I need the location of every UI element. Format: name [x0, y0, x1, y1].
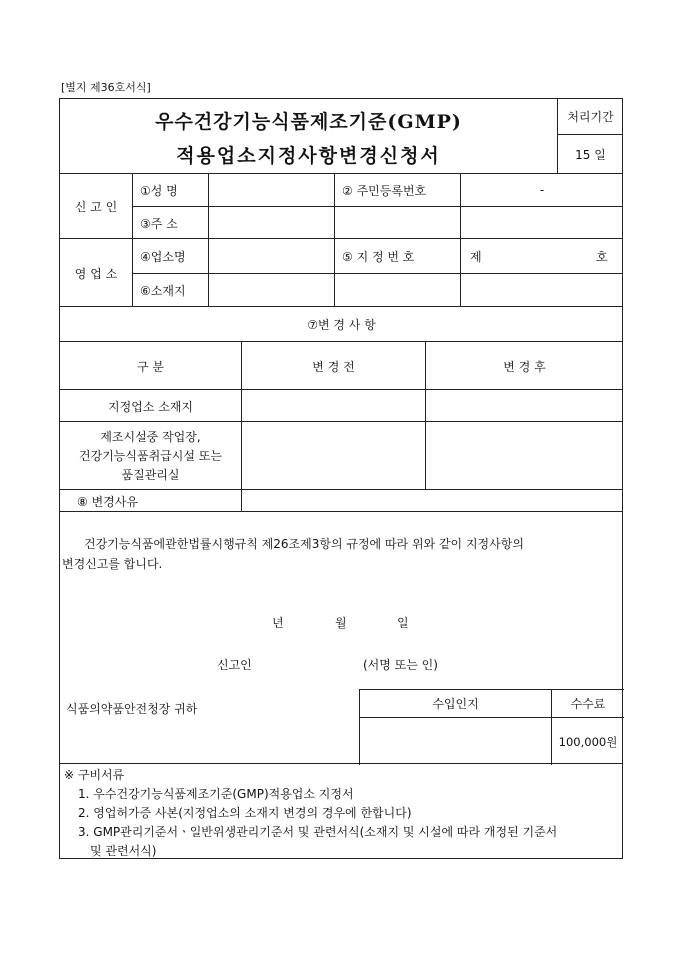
business-name-label: ④업소명	[140, 249, 186, 264]
designation-prefix: 제	[470, 249, 482, 264]
document-item-1: 1. 우수건강기능식품제조기준(GMP)적용업소 지정서	[78, 787, 354, 801]
form-title-line1: 우수건강기능식품제조기준(GMP)	[155, 110, 462, 133]
table-row	[59, 421, 623, 489]
applicant-signature-label: 신고인	[217, 658, 252, 672]
document-item-3-line2: 및 관련서식)	[90, 844, 157, 858]
documents-heading: ※ 구비서류	[64, 768, 125, 782]
row-facility-line3: 품질관리실	[121, 467, 180, 482]
business-name-field[interactable]	[209, 239, 334, 273]
changes-column-headers	[59, 341, 623, 389]
applicant-name-field[interactable]	[209, 174, 334, 206]
reason-row	[59, 489, 623, 511]
form-title-line2: 적용업소지정사항변경신청서	[176, 144, 441, 167]
applicant-address-field[interactable]	[209, 207, 623, 239]
date-month-label: 월	[335, 616, 347, 630]
form-number-label: [별지 제36호서식]	[61, 81, 151, 94]
changes-heading: ⑦변 경 사 항	[307, 318, 376, 332]
declaration-text-line1: 건강기능식품에관한법률시행규칙 제26조제3항의 규정에 따라 위와 같이 지정사항의	[84, 537, 524, 551]
declaration-text-line2: 변경신고를 합니다.	[62, 557, 163, 571]
business-location-field[interactable]	[209, 274, 623, 307]
date-year-label: 년	[272, 616, 284, 630]
date-day-label: 일	[397, 616, 409, 630]
applicant-address-label: ③주 소	[140, 216, 178, 231]
processing-period-label: 처리기간	[567, 110, 614, 124]
declaration-section	[59, 511, 623, 763]
signature-placeholder[interactable]: (서명 또는 인)	[363, 658, 438, 672]
changes-heading-row	[59, 306, 623, 341]
revenue-stamp-label: 수입인지	[432, 697, 479, 711]
document-item-3-line1: 3. GMP관리기준서ㆍ일반위생관리기준서 및 관련서식(소재지 및 시설에 따라 개정된 기준서	[78, 825, 558, 839]
recipient-label: 식품의약품안전청장 귀하	[66, 702, 198, 716]
table-row	[59, 389, 623, 421]
applicant-name-label: ①성 명	[140, 183, 178, 198]
business-section	[59, 238, 623, 306]
business-section-label: 영 업 소	[74, 266, 118, 281]
fee-box	[359, 689, 624, 765]
designation-number-field[interactable]	[490, 239, 590, 273]
fee-value: 100,000원	[558, 734, 618, 749]
row-facility-label	[60, 422, 241, 490]
document-item-2: 2. 영업허가증 사본(지정업소의 소재지 변경의 경우에 한합니다)	[78, 806, 412, 820]
business-location-label: ⑥소재지	[140, 284, 186, 298]
applicant-section	[59, 173, 623, 238]
column-category: 구 분	[137, 359, 164, 374]
location-after-field[interactable]	[426, 390, 623, 422]
title-section	[59, 98, 623, 173]
fee-label: 수수료	[570, 697, 606, 711]
row-facility-line2: 건강기능식품취급시설 또는	[79, 448, 222, 463]
applicant-section-label: 신 고 인	[74, 200, 118, 214]
row-location-label: 지정업소 소재지	[108, 399, 193, 414]
revenue-stamp-area[interactable]	[360, 718, 551, 765]
column-before: 변 경 전	[312, 359, 355, 374]
facility-after-field[interactable]	[426, 422, 623, 490]
resident-number-label: ② 주민등록번호	[342, 183, 427, 198]
location-before-field[interactable]	[242, 390, 425, 422]
processing-period-value: 15 일	[575, 147, 606, 162]
facility-before-field[interactable]	[242, 422, 425, 490]
change-reason-field[interactable]	[242, 490, 623, 512]
row-facility-line1: 제조시설중 작업장,	[100, 429, 201, 444]
column-after: 변 경 후	[503, 359, 546, 374]
change-reason-label: ⑧ 변경사유	[77, 494, 138, 509]
resident-number-field[interactable]: -	[539, 183, 545, 197]
designation-number-label: ⑤ 지 정 번 호	[342, 249, 415, 264]
designation-suffix: 호	[596, 249, 608, 264]
required-documents-section	[59, 763, 623, 859]
